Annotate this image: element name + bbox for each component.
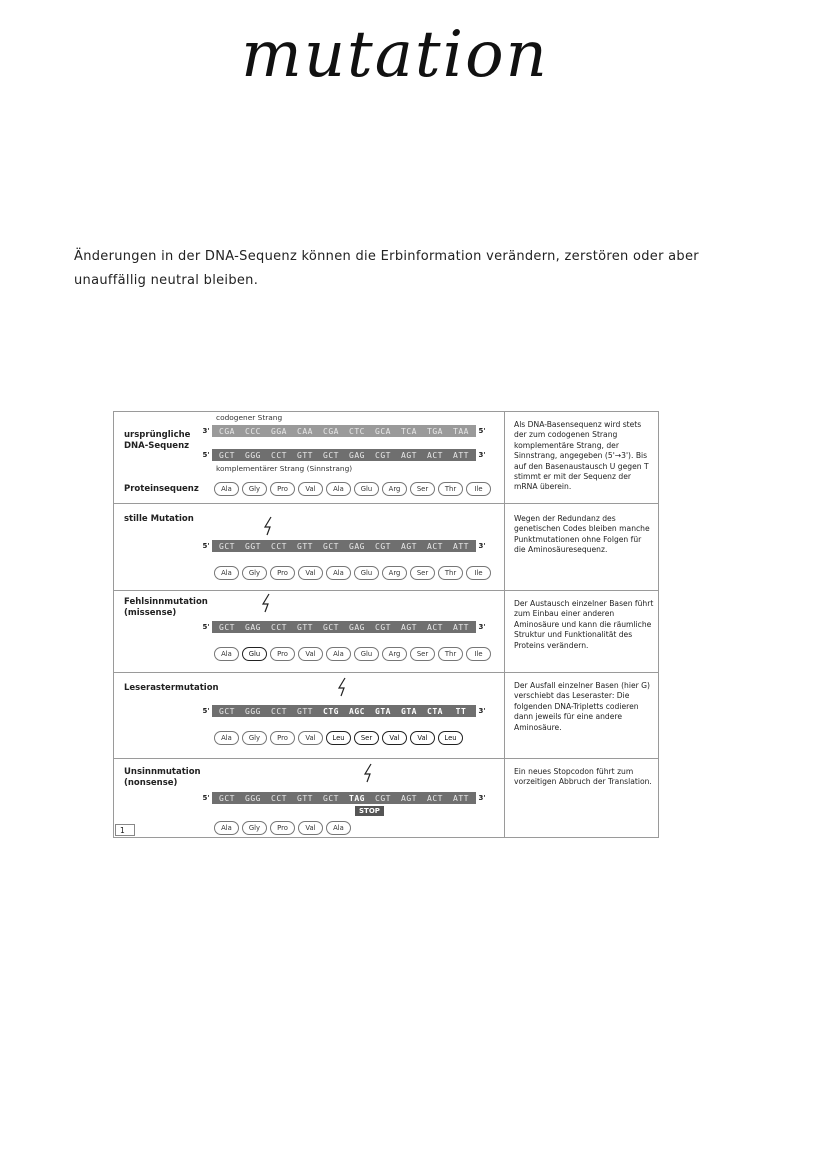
strand-end: 5': [202, 542, 210, 550]
codon-bar: [212, 792, 476, 804]
amino-acid: Ile: [466, 482, 491, 496]
codon: CAA: [297, 426, 313, 436]
codon: CGT: [375, 622, 391, 632]
strand-end: 5': [202, 707, 210, 715]
amino-acid: Thr: [438, 647, 463, 661]
codogen-strand: [200, 425, 488, 437]
codon-bar: [212, 449, 476, 461]
amino-acid: Gly: [242, 821, 267, 835]
amino-acid: Leu: [438, 731, 463, 745]
amino-acid: Gly: [242, 482, 267, 496]
label-original: ursprüngliche DNA-Sequenz: [124, 430, 191, 451]
codon: GGG: [245, 793, 261, 803]
strand-end: 3': [478, 451, 486, 459]
amino-acid: Val: [298, 647, 323, 661]
lightning-icon: [336, 677, 350, 697]
amino-acid: Val: [382, 731, 407, 745]
codon-bar: [212, 425, 476, 437]
missense-strand: [200, 621, 488, 633]
label-frameshift: Leserastermutation: [124, 683, 219, 693]
codon: GTA: [375, 706, 391, 716]
codon: CGT: [375, 793, 391, 803]
page-title: mutation: [241, 18, 549, 92]
strand-end: 3': [202, 427, 210, 435]
mutation-figure: [113, 411, 659, 838]
intro-text: [74, 242, 724, 296]
codon: GGG: [245, 450, 261, 460]
protein-row: [214, 821, 354, 834]
label-missense: Fehlsinnmutation (missense): [124, 597, 208, 618]
amino-acid: Ala: [326, 821, 351, 835]
amino-acid: Pro: [270, 647, 295, 661]
lightning-icon: [262, 516, 276, 536]
amino-acid: Pro: [270, 821, 295, 835]
protein-label: Proteinsequenz: [124, 484, 199, 494]
amino-acid: Ala: [214, 647, 239, 661]
codon: AGT: [401, 622, 417, 632]
strand-end: 5': [202, 623, 210, 631]
codon: GAG: [349, 622, 365, 632]
strand-end: 3': [478, 623, 486, 631]
frameshift-strand: [200, 705, 488, 717]
codon: GCT: [219, 622, 235, 632]
codon: GCA: [375, 426, 391, 436]
codon: TT: [455, 706, 467, 716]
section-frameshift: [114, 673, 658, 759]
codon: TGA: [427, 426, 443, 436]
codon: ACT: [427, 541, 443, 551]
codon: GTT: [297, 793, 313, 803]
label-silent: stille Mutation: [124, 514, 194, 524]
intro-line-1: Änderungen in der DNA-Sequenz können die Erbinformation verändern, zerstören oder aber: [74, 249, 699, 264]
codon: GTT: [297, 622, 313, 632]
codon: GTT: [297, 450, 313, 460]
note-original: Als DNA-Basensequenz wird stets der zum codogenen Strang komplementäre Strang, der Sinnstrang, angegeben (5'→3'). Bis auf den Basenaustausch U gegen T stimmt er mit der Sequenz der mRNA überein.: [514, 420, 649, 492]
amino-acid: Val: [298, 482, 323, 496]
amino-acid: Val: [298, 821, 323, 835]
codon: CTC: [349, 426, 365, 436]
codon: AGT: [401, 541, 417, 551]
strand-end: 5': [202, 794, 210, 802]
codon: GAG: [349, 450, 365, 460]
codogen-label: codogener Strang: [216, 413, 283, 422]
amino-acid: Arg: [382, 482, 407, 496]
codon-bar: [212, 621, 476, 633]
codon: GCT: [219, 450, 235, 460]
nonsense-strand: [200, 792, 488, 804]
codon: ATT: [453, 450, 469, 460]
strand-end: 3': [478, 794, 486, 802]
codon: GCT: [219, 541, 235, 551]
amino-acid: Ser: [410, 647, 435, 661]
protein-row: [214, 647, 494, 660]
codon: CGA: [219, 426, 235, 436]
codon: CCT: [271, 450, 287, 460]
amino-acid: Val: [298, 566, 323, 580]
codon: GTA: [401, 706, 417, 716]
protein-row: [214, 731, 466, 744]
codon: GCT: [323, 793, 339, 803]
codon: TAG: [349, 793, 365, 803]
codon: AGT: [401, 793, 417, 803]
amino-acid: Glu: [354, 482, 379, 496]
codon: GGG: [245, 706, 261, 716]
protein-row: [214, 566, 494, 579]
figure-number: 1: [115, 824, 135, 836]
codon: CCT: [271, 793, 287, 803]
codon: CGT: [375, 541, 391, 551]
codon: GCT: [219, 793, 235, 803]
strand-end: 3': [478, 707, 486, 715]
intro-line-2: unauffällig neutral bleiben.: [74, 273, 259, 288]
section-silent: [114, 504, 658, 591]
codon: ACT: [427, 622, 443, 632]
codon: ATT: [453, 622, 469, 632]
codon: ATT: [453, 793, 469, 803]
codon: CCT: [271, 622, 287, 632]
codon: GCT: [323, 450, 339, 460]
amino-acid: Arg: [382, 566, 407, 580]
amino-acid: Ala: [214, 731, 239, 745]
amino-acid: Pro: [270, 566, 295, 580]
codon: CGA: [323, 426, 339, 436]
codon: CGT: [375, 450, 391, 460]
codon: TAA: [453, 426, 469, 436]
amino-acid: Ala: [214, 821, 239, 835]
complement-strand: [200, 449, 488, 461]
amino-acid: Gly: [242, 731, 267, 745]
codon: GCT: [219, 706, 235, 716]
section-original: [114, 412, 658, 504]
note-nonsense: Ein neues Stopcodon führt zum vorzeitigen Abbruch der Translation.: [514, 767, 652, 787]
amino-acid: Ile: [466, 647, 491, 661]
amino-acid: Glu: [354, 647, 379, 661]
amino-acid: Thr: [438, 566, 463, 580]
amino-acid: Ser: [410, 566, 435, 580]
amino-acid: Glu: [354, 566, 379, 580]
codon: ATT: [453, 541, 469, 551]
complement-label: komplementärer Strang (Sinnstrang): [216, 464, 353, 473]
amino-acid: Pro: [270, 731, 295, 745]
protein-row: [214, 482, 494, 495]
codon: CTG: [323, 706, 339, 716]
amino-acid: Ser: [410, 482, 435, 496]
note-frameshift: Der Ausfall einzelner Basen (hier G) verschiebt das Leseraster: Die folgenden DNA-Tripletts codieren dann jeweils für eine andere Aminosäure.: [514, 681, 651, 732]
amino-acid: Ala: [214, 482, 239, 496]
codon: GGA: [271, 426, 287, 436]
section-missense: [114, 591, 658, 673]
amino-acid: Pro: [270, 482, 295, 496]
amino-acid: Ala: [326, 482, 351, 496]
label-nonsense: Unsinnmutation (nonsense): [124, 767, 201, 788]
amino-acid: Ala: [326, 647, 351, 661]
codon: CTA: [427, 706, 443, 716]
amino-acid: Arg: [382, 647, 407, 661]
strand-end: 5': [478, 427, 486, 435]
codon: CCT: [271, 541, 287, 551]
codon: GGT: [245, 541, 261, 551]
codon: GTT: [297, 541, 313, 551]
amino-acid: Leu: [326, 731, 351, 745]
amino-acid: Ser: [354, 731, 379, 745]
codon: CCC: [245, 426, 261, 436]
codon: CCT: [271, 706, 287, 716]
codon: GTT: [297, 706, 313, 716]
amino-acid: Glu: [242, 647, 267, 661]
silent-strand: [200, 540, 488, 552]
codon: AGT: [401, 450, 417, 460]
codon: AGC: [349, 706, 365, 716]
stop-badge: STOP: [355, 806, 384, 816]
strand-end: 3': [478, 542, 486, 550]
amino-acid: Val: [298, 731, 323, 745]
codon: GAG: [245, 622, 261, 632]
codon: TCA: [401, 426, 417, 436]
codon: GCT: [323, 622, 339, 632]
codon: ACT: [427, 450, 443, 460]
note-missense: Der Austausch einzelner Basen führt zum Einbau einer anderen Aminosäure und kann die räumliche Struktur und Funktionalität des Proteins verändern.: [514, 599, 654, 650]
codon: GAG: [349, 541, 365, 551]
codon: ACT: [427, 793, 443, 803]
amino-acid: Ile: [466, 566, 491, 580]
note-silent: Wegen der Redundanz des genetischen Codes bleiben manche Punktmutationen ohne Folgen für die Aminosäuresequenz.: [514, 514, 650, 555]
amino-acid: Val: [410, 731, 435, 745]
codon: GCT: [323, 541, 339, 551]
amino-acid: Thr: [438, 482, 463, 496]
amino-acid: Ala: [326, 566, 351, 580]
amino-acid: Ala: [214, 566, 239, 580]
codon-bar: [212, 540, 476, 552]
amino-acid: Gly: [242, 566, 267, 580]
lightning-icon: [260, 593, 274, 613]
strand-end: 5': [202, 451, 210, 459]
lightning-icon: [362, 763, 376, 783]
codon-bar: [212, 705, 476, 717]
section-nonsense: [114, 759, 658, 837]
